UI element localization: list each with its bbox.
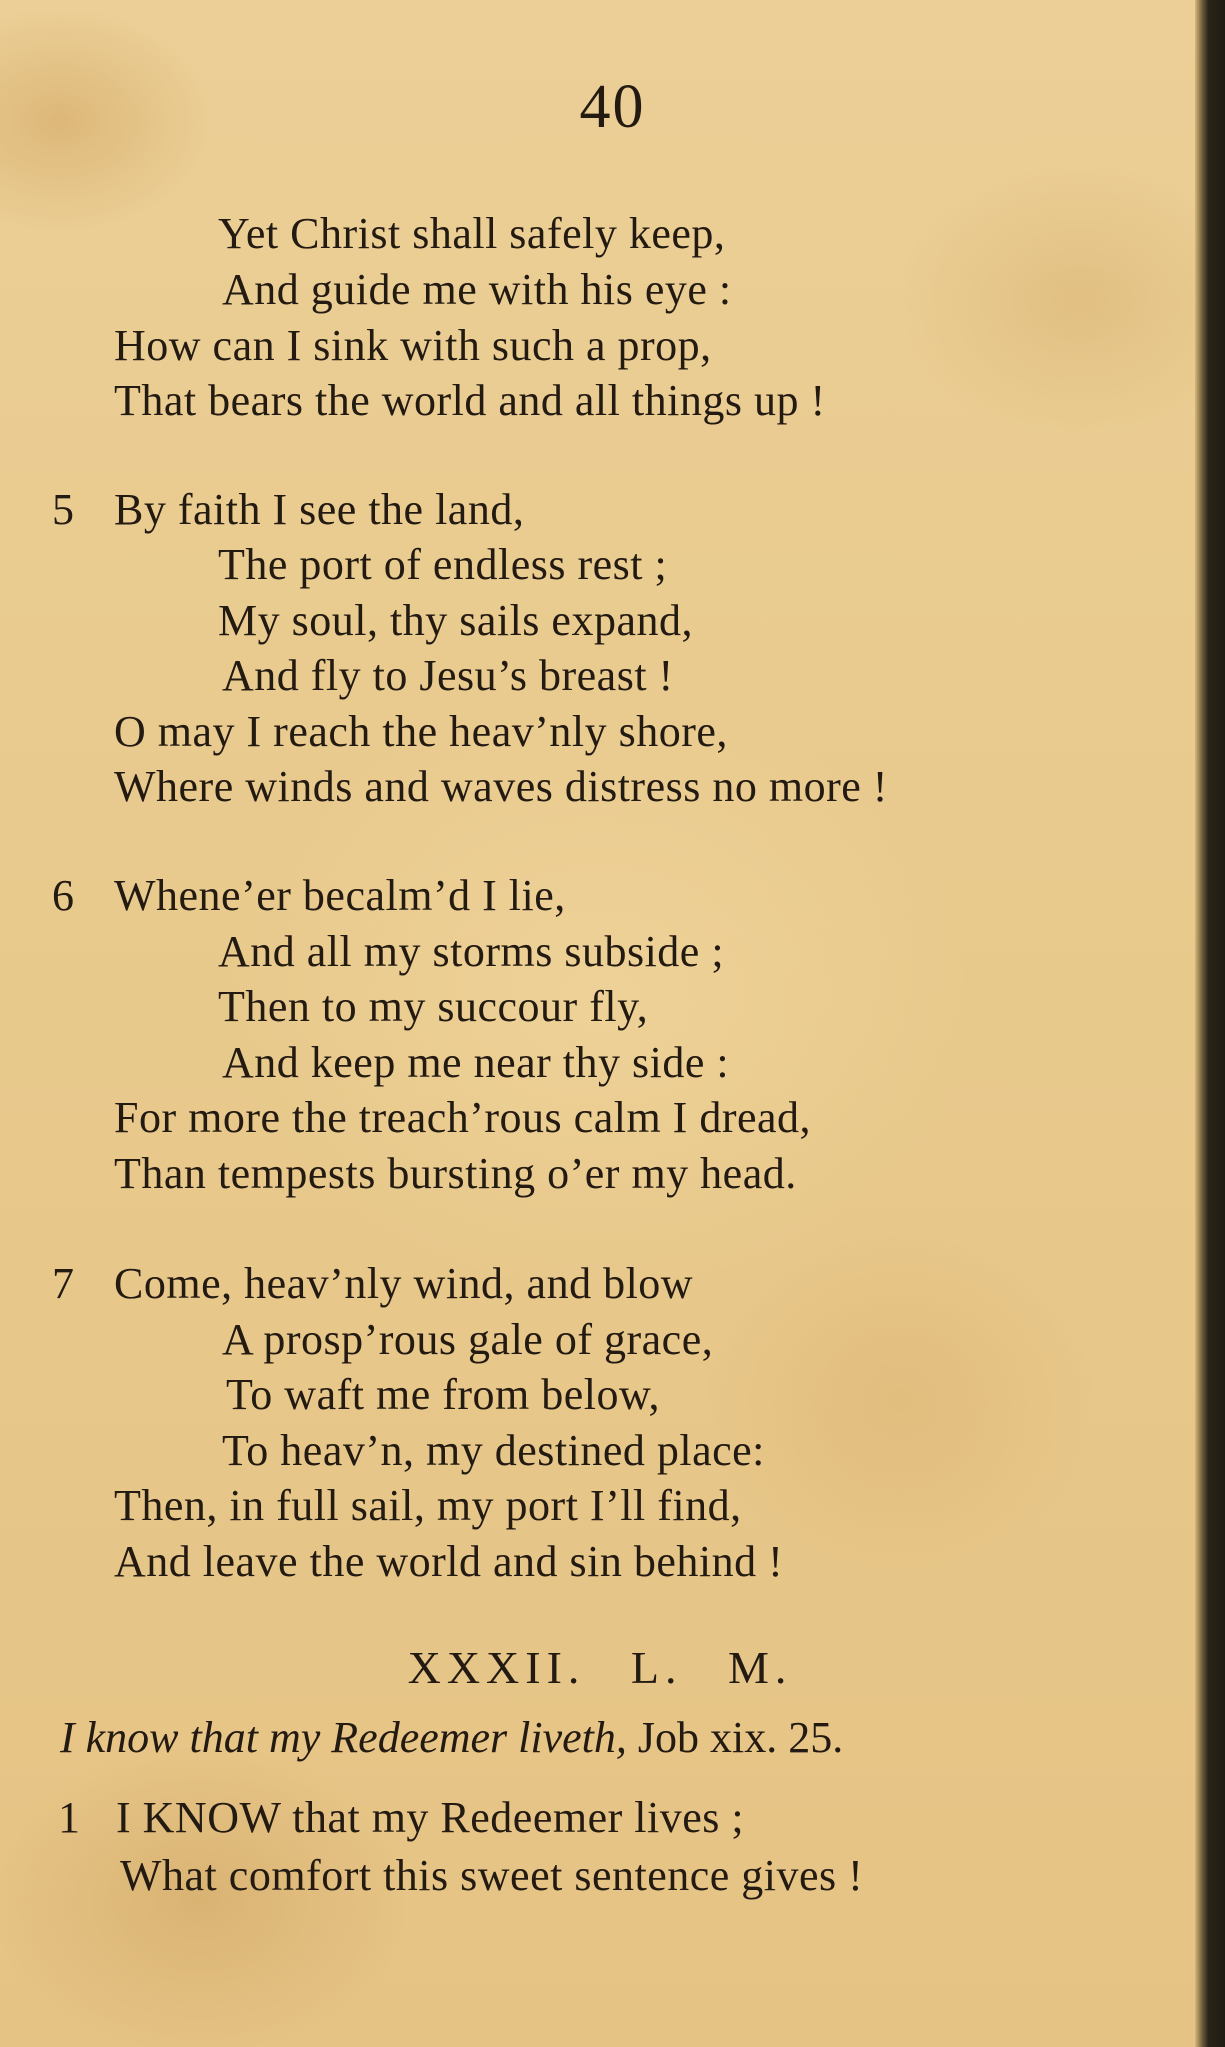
stanza-line: And all my storms subside ; [218, 927, 725, 976]
stanza-line: O may I reach the heav’nly shore, [114, 707, 728, 756]
stanza-line: A prosp’rous gale of grace, [222, 1315, 714, 1364]
page-number: 40 [579, 73, 646, 141]
stanza-line: Come, heav’nly wind, and blow [114, 1259, 694, 1308]
stanza-line: To heav’n, my destined place: [222, 1426, 765, 1475]
stanza-line: Whene’er becalm’d I lie, [114, 871, 566, 920]
stanza-line: Then to my succour fly, [218, 982, 649, 1031]
page-binding-edge [1195, 0, 1225, 2047]
stanza-line: The port of endless rest ; [218, 540, 668, 589]
stanza-line: And leave the world and sin behind ! [114, 1537, 784, 1586]
stanza-line: My soul, thy sails expand, [218, 596, 693, 645]
stanza-line: Yet Christ shall safely keep, [218, 209, 726, 258]
stanza-line: For more the treach’rous calm I dread, [114, 1093, 812, 1142]
stanza-line: I KNOW that my Redeemer lives ; [116, 1793, 745, 1842]
verse-number: 5 [52, 485, 74, 534]
scripture-citation: Job xix. 25. [637, 1713, 844, 1762]
stanza-line: Then, in full sail, my port I’ll find, [114, 1481, 742, 1530]
stanza-line: And guide me with his eye : [222, 265, 732, 314]
verse-number: 1 [58, 1793, 80, 1842]
stanza-line: To waft me from below, [226, 1370, 660, 1419]
scripture-text: I know that my Redeemer liveth, [60, 1713, 627, 1762]
stanza-line: That bears the world and all things up ! [114, 376, 826, 425]
stanza-line: And keep me near thy side : [222, 1038, 730, 1087]
hymn-heading: XXXII. L. M. [407, 1642, 793, 1693]
scripture-reference [60, 1712, 843, 1763]
stanza-line: What comfort this sweet sentence gives ! [120, 1851, 864, 1900]
verse-number: 6 [52, 871, 74, 920]
verse-number: 7 [52, 1259, 74, 1308]
stanza-line: By faith I see the land, [114, 485, 525, 534]
stanza-line: How can I sink with such a prop, [114, 321, 712, 370]
stanza-line: Where winds and waves distress no more ! [114, 762, 888, 811]
stanza-line: Than tempests bursting o’er my head. [114, 1149, 797, 1198]
stanza-line: And fly to Jesu’s breast ! [222, 651, 674, 700]
